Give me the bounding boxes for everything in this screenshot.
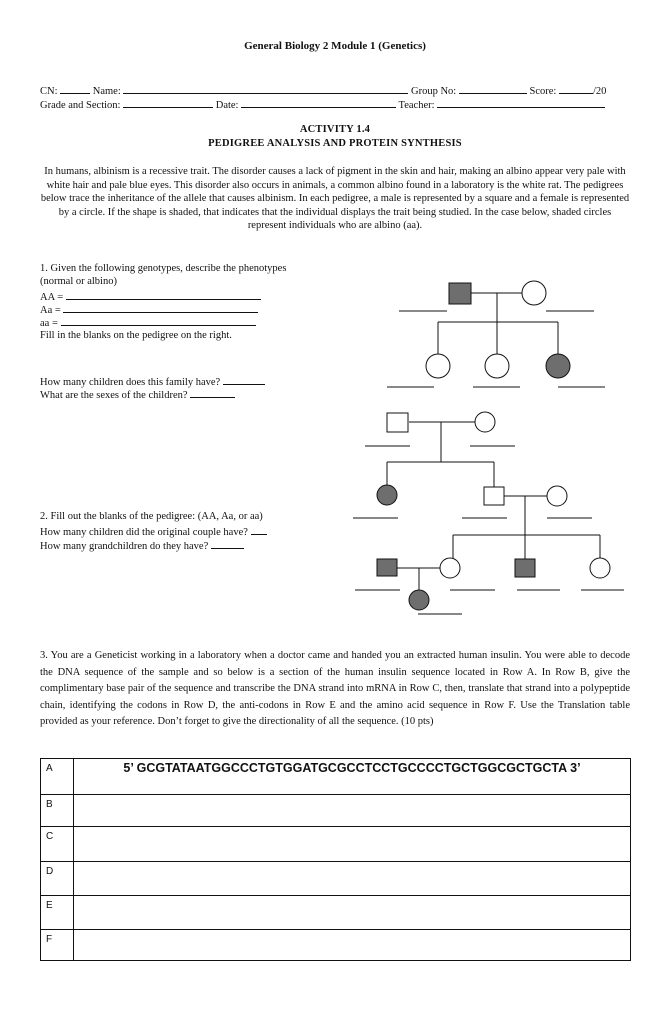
p2-grandfather-male — [387, 413, 408, 432]
row-label: E — [41, 896, 74, 930]
activity-number: ACTIVITY 1.4 — [299, 124, 371, 135]
score-label: Score: — [529, 86, 557, 97]
row-b-answer-cell[interactable] — [74, 795, 631, 827]
page-title: General Biology 2 Module 1 (Genetics) — [244, 40, 426, 52]
table-row — [41, 862, 631, 896]
p1-father-affected-male — [449, 283, 471, 304]
q1-prompt: 1. Given the following genotypes, describe the phenotypes — [40, 263, 287, 274]
intro-paragraph: In humans, albinism is a recessive trait. The disorder causes a lack of pigment in the skin and hair, making an albino appear very pale with white hair and pale blue eyes. This disorder also occurs in animals, a common albino found in a laboratory is the white rat. The pedigrees below trace the inheritance of the allele that causes albinism. In each pedigree, a male is represented by a square and a female is represented by a circle. If the shape is shaded, that indicates that the individual displays the trait being studied. In the case below, shaded circles represent individuals who are albino (aa). — [40, 166, 630, 231]
table-row — [41, 930, 631, 961]
p1-child3-affected-female — [546, 354, 570, 378]
row-c-answer-cell[interactable] — [74, 827, 631, 862]
row-d-answer-cell[interactable] — [74, 862, 631, 896]
group-label: Group No: — [411, 86, 457, 97]
q1-children-text: How many children does this family have? — [40, 377, 221, 388]
score-total: /20 — [592, 86, 607, 97]
q3-prompt: 3. You are a Geneticist working in a laboratory when a doctor came and handed you an extracted human insulin. You were able to decode the DNA sequence of the sample and so below is a section of the human insulin sequence located in Row A. In Row B, give the complimentary base pair of the sequence and transcribe the DNA strand into mRNA in Row C, then, translate that strand into a polypeptide chain, identifying the codons in Row D, the anti-codons in Row E and the amino acid sequence in Row F. Use the Translation table provided as your reference. Don’t forget to give the directionality of all the sequence. (10 pts) — [40, 650, 630, 727]
p2-child2-spouse-female — [547, 486, 567, 506]
table-row — [41, 795, 631, 827]
p2-grandchild2-affected-male — [515, 559, 535, 577]
q2-children-text: How many children did the original couple have? — [40, 527, 248, 538]
row-label: F — [41, 930, 74, 961]
q1-fill-instruction: Fill in the blanks on the pedigree on the right. — [40, 330, 232, 341]
q2-prompt: 2. Fill out the blanks of the pedigree: (AA, Aa, or aa) — [40, 511, 263, 522]
row-label: B — [41, 795, 74, 827]
p2-great-grandchild-affected-female — [409, 590, 429, 610]
p2-gen3-spouse-affected-male — [377, 559, 397, 576]
q1-prompt-2: (normal or albino) — [40, 276, 117, 287]
p2-child1-affected-female — [377, 485, 397, 505]
q2-grandchildren-text: How many grandchildren do they have? — [40, 541, 209, 552]
p2-grandchild3-female — [590, 558, 610, 578]
p2-grandmother-female — [475, 412, 495, 432]
p1-child1-female — [426, 354, 450, 378]
date-label: Date: — [215, 100, 239, 111]
grade-label: Grade and Section: — [40, 100, 121, 111]
sequence-table — [40, 758, 631, 961]
table-row — [41, 896, 631, 930]
pedigree-2 — [353, 412, 624, 614]
row-label: A — [41, 759, 74, 795]
q1-sexes-text: What are the sexes of the children? — [40, 390, 188, 401]
table-row — [41, 759, 631, 795]
cn-label: CN: — [40, 86, 58, 97]
name-label: Name: — [92, 86, 121, 97]
q1-aa-label: aa = — [40, 318, 58, 329]
teacher-label: Teacher: — [398, 100, 435, 111]
p1-mother-female — [522, 281, 546, 305]
row-e-answer-cell[interactable] — [74, 896, 631, 930]
row-label: C — [41, 827, 74, 862]
q1-AA-label: AA = — [40, 292, 64, 303]
row-f-answer-cell[interactable] — [74, 930, 631, 961]
table-row — [41, 827, 631, 862]
row-a-dna-sequence: 5’ GCGTATAATGGCCCTGTGGATGCGCCTCCTGCCCCTGCTGGCGCTGCTA 3’ — [74, 759, 631, 795]
row-label: D — [41, 862, 74, 896]
p2-child2-male — [484, 487, 504, 505]
p2-grandchild1-female — [440, 558, 460, 578]
p1-child2-female — [485, 354, 509, 378]
activity-title: PEDIGREE ANALYSIS AND PROTEIN SYNTHESIS — [208, 138, 462, 149]
q1-Aa-label: Aa = — [40, 305, 61, 316]
pedigree-1 — [387, 281, 605, 387]
